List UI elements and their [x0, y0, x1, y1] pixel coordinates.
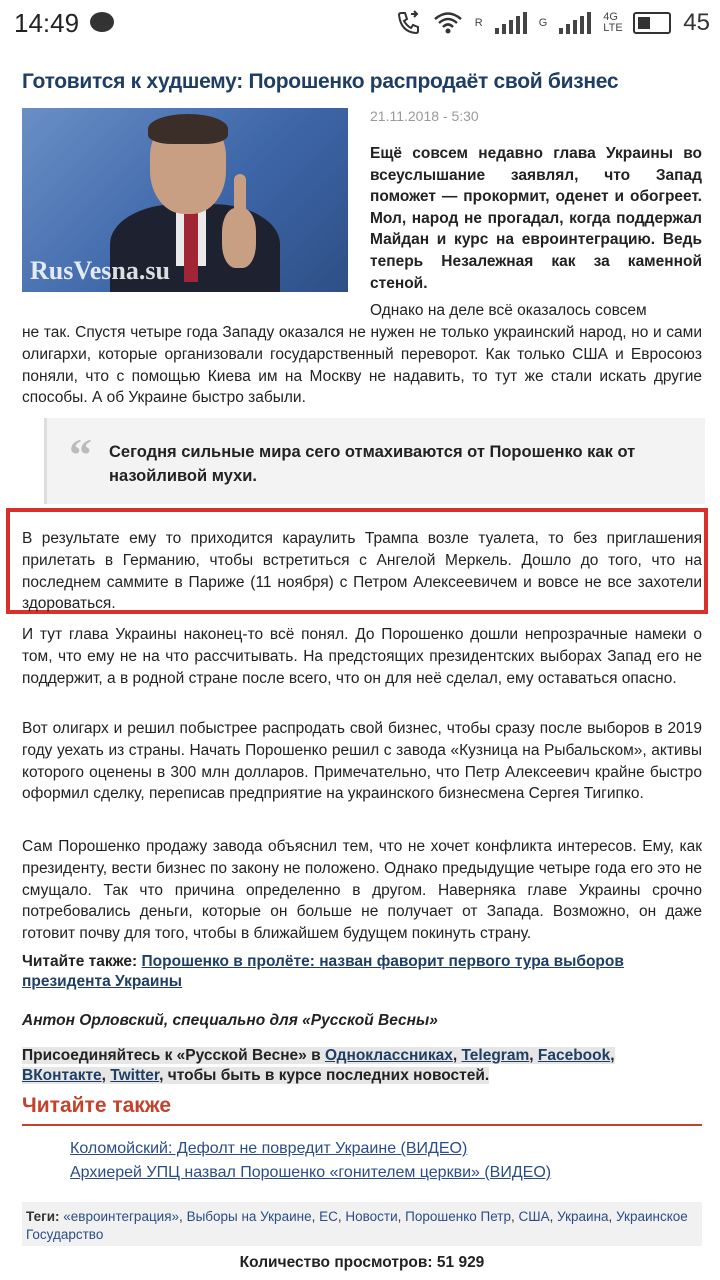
tag-link[interactable]: «евроинтеграция»	[63, 1209, 180, 1224]
read-also-label: Читайте также:	[22, 953, 138, 970]
inline-read-also	[22, 952, 702, 992]
battery-level: 45	[683, 9, 710, 36]
join-prefix: Присоединяйтесь к «Русской Весне» в	[22, 1047, 321, 1064]
related-link-2[interactable]: Архиерей УПЦ назвал Порошенко «гонителем церкви» (ВИДЕО)	[70, 1164, 552, 1181]
link-odnoklassniki[interactable]: Одноклассниках	[324, 1047, 453, 1064]
signal-1-icon	[495, 12, 527, 34]
tag-link[interactable]: Новости	[345, 1209, 398, 1224]
article-lead: Ещё совсем недавно глава Украины во всеуслышание заявлял, что Запад поможет — прокормит, оденет и обогреет. Мол, народ не прогадал, когда поддержал Майдан и курс на евроинтеграцию. Ведь теперь Незалежная как за каменной стеной.	[370, 145, 702, 292]
article-title: Готовится к худшему: Порошенко распродаёт свой бизнес	[22, 70, 619, 93]
wifi-icon	[433, 11, 463, 35]
paragraph-4: Вот олигарх и решил побыстрее распродать свой бизнес, чтобы сразу после выборов в 2019 году уехать из страны. Начать Порошенко решил с завода «Кузница на Рыбальском», активы которого оценены в 300 млн долларов. Примечательно, что Петр Алексеевич крайне быстро оформил сделку, переписав предприятие на украинского бизнесмена Сергея Тигипко.	[22, 720, 702, 803]
carrier-2-label: G	[538, 17, 548, 29]
network-type-label: 4G LTE	[603, 11, 623, 34]
status-bar	[0, 0, 720, 46]
paragraph-3: И тут глава Украины наконец-то всё понял. До Порошенко дошли непрозрачные намеки о том, что ему не на что рассчитывать. На предстоящих президентских выборах Запад его не поддержит, а в родной стране после всего, что он для неё сделал, ему оставаться опасно.	[22, 626, 702, 687]
article-author: Антон Орловский, специально для «Русской Весны»	[22, 1012, 438, 1029]
battery-icon	[633, 12, 671, 34]
tag-link[interactable]: Выборы на Украине	[186, 1209, 312, 1224]
join-social: Присоединяйтесь к «Русской Весне» в Одноклассниках, Telegram, Facebook, ВКонтакте, Twitter, чтобы быть в курсе последних новостей.	[22, 1047, 615, 1084]
call-forward-icon	[395, 10, 421, 36]
pull-quote-text: Сегодня сильные мира сего отмахиваются от Порошенко как от назойливой мухи.	[109, 443, 636, 485]
paragraph-5: Сам Порошенко продажу завода объяснил тем, что не хочет конфликта интересов. Ему, как президенту, вести бизнес по закону не положено. Однако предыдущие четыре года его это не смущало. Так что причина определенно в другом. Наверняка главе Украины срочно потребовались деньги, которые он больше не получает от Запада. Возможно, он даже готовит почву для того, чтобы в ближайшем будущем покинуть страну.	[22, 838, 702, 943]
paragraph-1-start: Однако на деле всё оказалось совсем	[370, 302, 647, 319]
join-suffix: , чтобы быть в курсе последних новостей.	[159, 1067, 490, 1084]
tag-link[interactable]: США	[518, 1209, 550, 1224]
article-photo[interactable]	[22, 108, 348, 292]
status-time: 14:49	[14, 8, 80, 38]
paragraph-2: В результате ему то приходится караулить Трампа возле туалета, то без приглашения прилетать в Германию, чтобы встретиться с Ангелой Меркель. Дошло до того, что на последнем саммите в Париже (11 ноября) с Петром Алексеевичем и вовсе не все захотели здороваться.	[22, 530, 702, 613]
link-twitter[interactable]: Twitter	[110, 1067, 160, 1084]
pull-quote	[44, 418, 705, 504]
status-icons	[395, 6, 710, 40]
related-divider	[22, 1124, 702, 1126]
related-heading: Читайте также	[22, 1094, 172, 1117]
photo-watermark: RusVesna.su	[30, 256, 170, 285]
link-facebook[interactable]: Facebook	[537, 1047, 611, 1064]
quote-icon: “	[69, 429, 92, 480]
tags-box: Теги: «евроинтеграция», Выборы на Украине, ЕС, Новости, Порошенко Петр, США, Украина, Украинское Государство	[22, 1202, 702, 1246]
link-vkontakte[interactable]: ВКонтакте	[22, 1067, 102, 1084]
tag-link[interactable]: ЕС	[319, 1209, 338, 1224]
tags-label: Теги:	[26, 1209, 60, 1224]
read-also-link[interactable]: Порошенко в пролёте: назван фаворит первого тура выборов президента Украины	[22, 953, 624, 990]
tag-link[interactable]: Украина	[557, 1209, 609, 1224]
paragraph-1: не так. Спустя четыре года Западу оказался не нужен не только украинский народ, но и сами олигархи, которые организовали государственный переворот. Как только США и Евросоюз поняли, что с помощью Киева им на Москву не надавить, то тут же стали искать другие способы. А об Украине быстро забыли.	[22, 324, 702, 407]
signal-2-icon	[559, 12, 591, 34]
tag-link[interactable]: Порошенко Петр	[405, 1209, 511, 1224]
carrier-1-label: R	[474, 17, 483, 29]
tag-link[interactable]: Украинское Государство	[26, 1209, 688, 1242]
view-count: Количество просмотров: 51 929	[239, 1254, 485, 1271]
article-date: 21.11.2018 - 5:30	[370, 108, 479, 124]
chat-notification-icon	[90, 12, 114, 32]
related-link-1[interactable]: Коломойский: Дефолт не повредит Украине (ВИДЕО)	[70, 1140, 468, 1157]
link-telegram[interactable]: Telegram	[461, 1047, 530, 1064]
